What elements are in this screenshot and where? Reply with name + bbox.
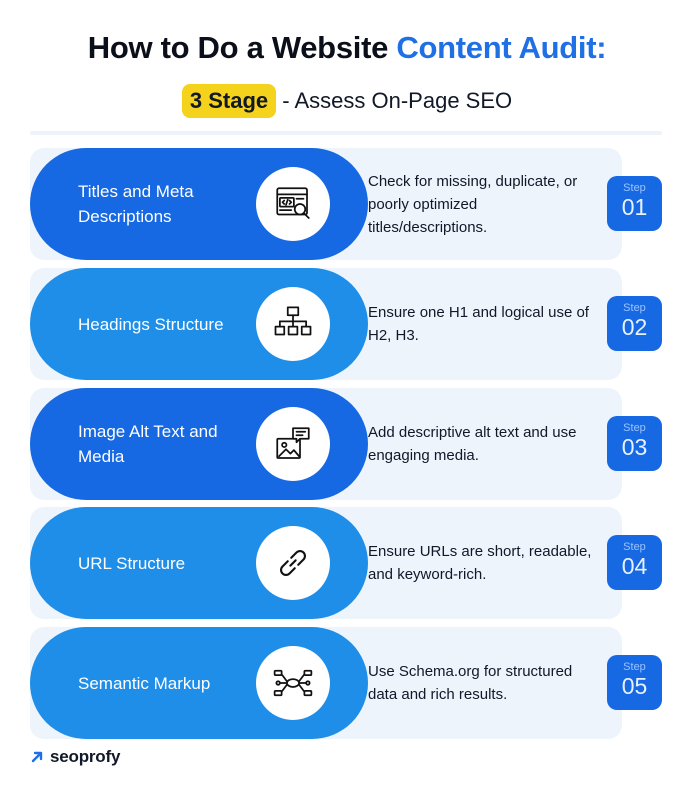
- step-badge-number: 05: [621, 673, 648, 699]
- step-pill: [30, 268, 368, 380]
- title-accent: Content Audit:: [396, 30, 607, 65]
- step-badge-label: Step: [623, 302, 646, 314]
- step-badge-label: Step: [623, 182, 646, 194]
- step-title: Image Alt Text and Media: [78, 422, 218, 466]
- step-description: Check for missing, duplicate, or poorly optimized titles/descriptions.: [368, 172, 578, 236]
- step-title: Headings Structure: [78, 314, 224, 334]
- step-badge-label: Step: [623, 661, 646, 673]
- header-divider: [30, 131, 662, 135]
- subtitle-text: - Assess On-Page SEO: [282, 88, 513, 113]
- title-prefix: How to Do a Website: [87, 30, 389, 65]
- step-pill: [30, 507, 368, 619]
- step-badge-label: Step: [623, 541, 646, 553]
- step-description: Use Schema.org for structured data and rich results.: [368, 663, 573, 703]
- step-badge: [607, 655, 662, 710]
- step-description: Ensure URLs are short, readable, and keyword-rich.: [368, 543, 592, 583]
- step-description: Ensure one H1 and logical use of H2, H3.: [368, 304, 589, 344]
- step-badge-label: Step: [623, 422, 646, 434]
- code-document-search-icon: [256, 167, 330, 241]
- step-pill: [30, 388, 368, 500]
- step-badge-number: 02: [621, 314, 648, 340]
- stage-badge: 3 Stage: [182, 84, 276, 118]
- brand-logo: [30, 745, 120, 769]
- image-comment-icon: [256, 407, 330, 481]
- step-title: URL Structure: [78, 553, 186, 573]
- step-description: Add descriptive alt text and use engaging media.: [368, 424, 577, 464]
- step-badge-number: 04: [621, 553, 648, 579]
- link-icon: [256, 526, 330, 600]
- brand-name: seoprofy: [50, 747, 121, 766]
- step-row-1: [0, 148, 694, 260]
- hierarchy-icon: [256, 287, 330, 361]
- step-row-5: [0, 627, 694, 739]
- step-badge-number: 01: [621, 194, 648, 220]
- step-title: Semantic Markup: [78, 673, 211, 693]
- step-row-2: [0, 268, 694, 380]
- step-pill: [30, 148, 368, 260]
- step-badge: [607, 535, 662, 590]
- step-row-3: [0, 388, 694, 500]
- arrow-up-right-icon: [30, 750, 44, 764]
- step-badge-number: 03: [621, 434, 648, 460]
- step-row-4: [0, 507, 694, 619]
- step-badge: [607, 296, 662, 351]
- page-title: [0, 30, 694, 66]
- step-title: Titles and Meta Descriptions: [78, 182, 194, 226]
- page-subtitle: [0, 84, 694, 118]
- mind-map-icon: [256, 646, 330, 720]
- step-badge: [607, 416, 662, 471]
- step-badge: [607, 176, 662, 231]
- step-pill: [30, 627, 368, 739]
